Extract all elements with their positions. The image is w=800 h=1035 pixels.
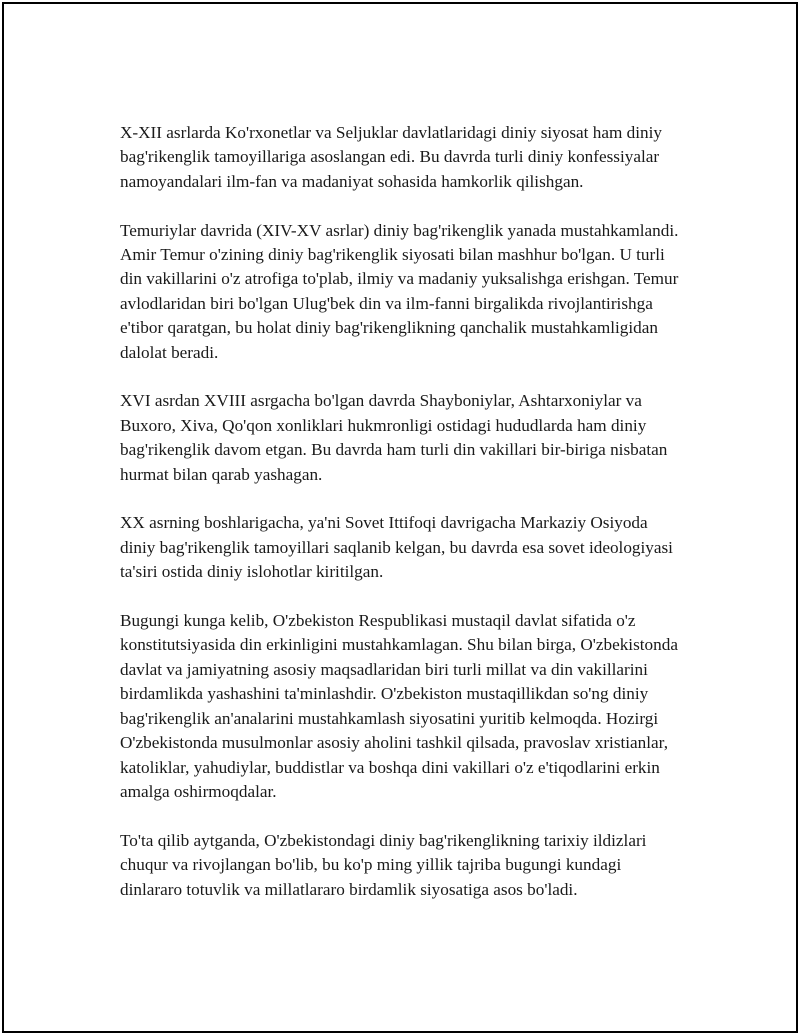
paragraph-6: To'ta qilib aytganda, O'zbekistondagi diniy bag'rikenglikning tarixiy ildizlari chuqur va rivojlangan bo'lib, bu ko'p ming yillik tajriba bugungi kundagi dinlararo totuvlik va millatlararo birdamlik siyosatiga asos bo'ladi. (120, 830, 647, 899)
paragraph-2: Temuriylar davrida (XIV-XV asrlar) diniy bag'rikenglik yanada mustahkamlandi. Amir Temur o'zining diniy bag'rikenglik siyosati bilan mashhur bo'lgan. U turli din vakillarini o'z atrofiga to'plab, ilmiy va madaniy yuksalishga erishgan. Temur avlodlaridan biri bo'lgan Ulug'bek din va ilm-fanni birgalikda rivojlantirishga e'tibor qaratgan, bu holat diniy bag'rikenglikning qanchalik mustahkamligidan dalolat beradi. (120, 220, 679, 362)
document-page (2, 2, 798, 1033)
paragraph-3: XVI asrdan XVIII asrgacha bo'lgan davrda Shayboniylar, Ashtarxoniylar va Buxoro, Xiva, Qo'qon xonliklari hukmronligi ostidagi hududlarda ham diniy bag'rikenglik davom etgan. Bu davrda ham turli din vakillari bir-biriga nisbatan hurmat bilan qarab yashagan. (120, 391, 668, 484)
document-body (120, 121, 680, 926)
paragraph-4: XX asrning boshlarigacha, ya'ni Sovet Ittifoqi davrigacha Markaziy Osiyoda diniy bag'rikenglik tamoyillari saqlanib kelgan, bu davrda esa sovet ideologiyasi ta'siri ostida diniy islohotlar kiritilgan. (120, 513, 673, 582)
paragraph-1: X-XII asrlarda Ko'rxonetlar va Seljuklar davlatlaridagi diniy siyosat ham diniy bag'rikenglik tamoyillariga asoslangan edi. Bu davrda turli diniy konfessiyalar namoyandalari ilm-fan va madaniyat sohasida hamkorlik qilishgan. (120, 123, 662, 191)
paragraph-5: Bugungi kunga kelib, O'zbekiston Respublikasi mustaqil davlat sifatida o'z konstitutsiyasida din erkinligini mustahkamlagan. Shu bilan birga, O'zbekistonda davlat va jamiyatning asosiy maqsadlaridan biri turli millat va din vakillarini birdamlikda yashashini ta'minlashdir. O'zbekiston mustaqillikdan so'ng diniy bag'rikenglik an'analarini mustahkamlash siyosatini yuritib kelmoqda. Hozirgi O'zbekistonda musulmonlar asosiy aholini tashkil qilsada, pravoslav xristianlar, katoliklar, yahudiylar, buddistlar va boshqa dini vakillari o'z e'tiqodlarini erkin amalga oshirmoqdalar. (120, 611, 678, 801)
